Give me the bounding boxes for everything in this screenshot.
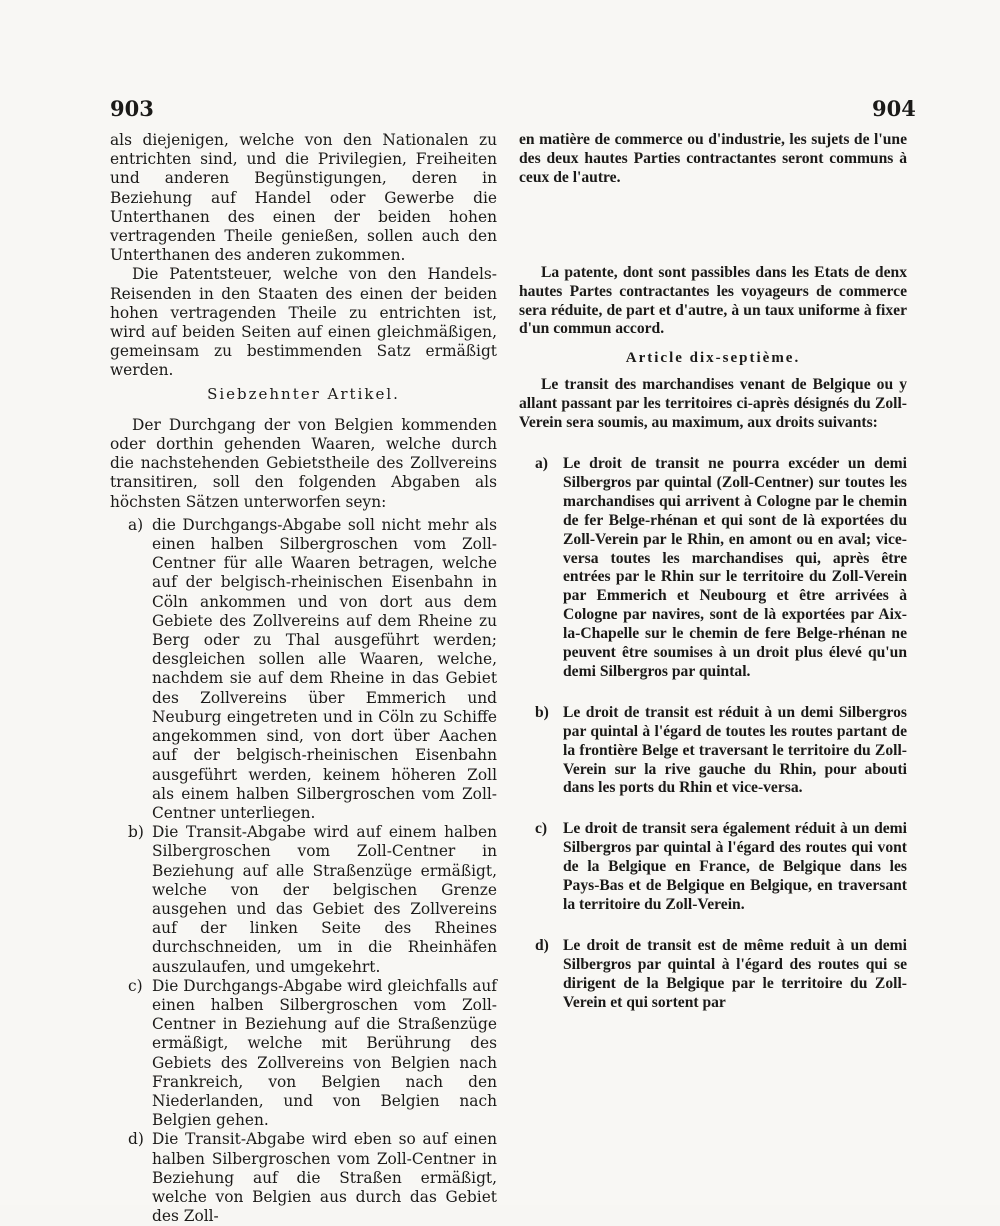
french-column [519, 131, 907, 1013]
item-label: d) [535, 936, 549, 954]
paragraph-patent-tax: Die Patentsteuer, welche von den Handels-Reisenden in den Staaten des einen der beiden hohen vertragenden Theile zu entrichten ist, wird auf beiden Seiten auf einen gleichmäßigen, gemeinsam zu bestimmenden Satz ermäßigt werden. [110, 265, 497, 380]
paragraph-continued: en matière de commerce ou d'industrie, les sujets de l'une des deux hautes Parties contractantes seront communs à ceux de l'autre. [519, 131, 907, 186]
page-number-right: 904 [872, 96, 916, 121]
article-heading: Siebzehnter Artikel. [207, 384, 400, 403]
list-item-b [110, 823, 497, 977]
item-text: die Durchgangs-Abgabe soll nicht mehr als einen halben Silbergroschen vom Zoll-Centner für alle Waaren betragen, welche auf der belgisch-rheinischen Eisenbahn in Cöln ankommen und von dort aus dem Gebiete des Zollvereins auf dem Rheine zu Berg oder zu Thal ausgeführt werden; desgleichen sollen alle Waaren, welche, nachdem sie auf dem Rheine in das Gebiet des Zollvereins über Emmerich und Neuburg eingetreten und in Cöln zu Schiffe angekommen sind, von dort über Aachen auf der belgisch-rheinischen Eisenbahn ausgeführt werden, keinem höheren Zoll als einem halben Silbergroschen vom Zoll-Centner unterliegen. [152, 515, 497, 822]
item-text: Die Durchgangs-Abgabe wird gleichfalls auf einen halben Silbergroschen vom Zoll-Centner in Beziehung auf die Straßenzüge ermäßigt, welche mit Berührung des Gebiets des Zollvereins von Belgien nach Frankreich, von Belgien nach den Niederlanden, und von Belgien nach Belgien gehen. [152, 976, 497, 1130]
item-text: Die Transit-Abgabe wird eben so auf einen halben Silbergroschen vom Zoll-Centner in Beziehung auf die Straßen ermäßigt, welche von Belgien aus durch das Gebiet des Zoll- [152, 1130, 497, 1226]
item-text: Le droit de transit sera également réduit à un demi Silbergros par quintal à l'égard des routes qui vont de la Belgique en France, de Belgique dans les Pays-Bas et de Belgique en Belgique, en traversant la territoire du Zoll-Verein. [563, 820, 907, 913]
item-label: b) [128, 823, 144, 842]
paragraph-patent-tax: La patente, dont sont passibles dans les Etats de denx hautes Partes contractantes les voyageurs de commerce sera réduite, de part et d'autre, à un taux uniforme à fixer d'un commun accord. [519, 263, 907, 338]
paragraph-continued: als diejenigen, welche von den Nationalen zu entrichten sind, und die Privilegien, Freiheiten und anderen Begünstigungen, deren in Beziehung auf Handel oder Gewerbe die Unterthanen des einen der beiden hohen vertragenden Theile genießen, sollen auch den Unterthanen des anderen zukommen. [110, 131, 497, 265]
list-item-a [110, 516, 497, 823]
item-label: a) [128, 515, 144, 534]
list-item-c [110, 977, 497, 1131]
item-label: b) [535, 703, 549, 721]
german-column [110, 131, 497, 1226]
item-text: Die Transit-Abgabe wird auf einem halben Silbergroschen vom Zoll-Centner in Beziehung auf alle Straßenzüge ermäßigt, welche von der belgischen Grenze ausgehen und das Gebiet des Zollvereins auf der linken Seite des Rheines durchschneiden, um in die Rheinhäfen auszulaufen, und umgekehrt. [152, 823, 497, 976]
item-label: d) [128, 1130, 144, 1149]
item-label: a) [535, 454, 548, 472]
page-number-left: 903 [110, 96, 154, 121]
item-text: Le droit de transit est réduit à un demi Silbergros par quintal à l'égard de toutes les routes partant de la frontière Belge et traversant le territoire du Zoll-Verein sur la rive gauche du Rhin, pour abouti dans les ports du Rhin et vice-versa. [563, 703, 907, 797]
item-label: c) [535, 820, 548, 838]
list-item-d [110, 1130, 497, 1226]
item-label: c) [128, 976, 143, 995]
list-item-c [519, 820, 907, 915]
list-item-d [519, 937, 907, 1013]
paragraph-article-intro: Der Durchgang der von Belgien kommenden oder dorthin gehenden Waaren, welche durch die nachstehenden Gebietstheile des Zollvereins transitiren, soll den folgenden Abgaben als höchsten Sätzen unterworfen seyn: [110, 415, 497, 511]
list-item-a [519, 455, 907, 682]
item-text: Le droit de transit est de même reduit à un demi Silbergros par quintal à l'égard des routes qui se dirigent de la Belgique par le territoire du Zoll-Verein et qui sortent par [563, 936, 907, 1011]
article-heading: Article dix-septième. [625, 350, 801, 367]
list-item-b [519, 704, 907, 799]
item-text: Le droit de transit ne pourra excéder un demi Silbergros par quintal (Zoll-Centner) sur toutes les marchandises qui arrivent à Cologne par le chemin de fer Belge-rhénan et qui sont de là exportées du Zoll-Verein par le Rhin, en amont ou en aval; vice-versa toutes les marchandises qui, après être entrées par le Rhin sur le territoire du Zoll-Verein par Emmerich et Neubourg et être arrivées à Cologne par navires, sont de là exportées par Aix-la-Chapelle sur le chemin de fere Belge-rhénan ne peuvent être soumises à un droit plus élevé qu'un demi Silbergros par quintal. [563, 454, 907, 680]
paragraph-article-intro: Le transit des marchandises venant de Belgique ou y allant passant par les territoires ci-après désignés du Zoll-Verein sera soumis, au maximum, aux droits suivants: [519, 376, 907, 432]
